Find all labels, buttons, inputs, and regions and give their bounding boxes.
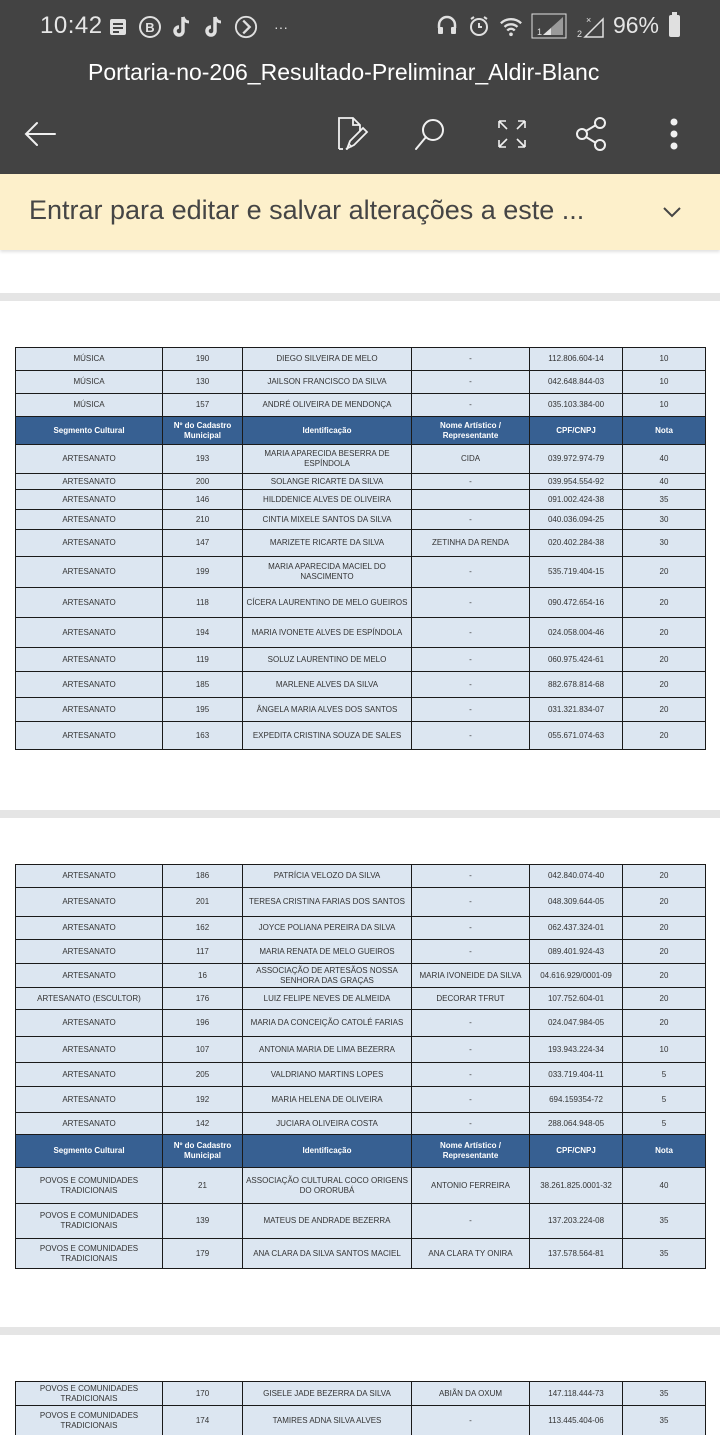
cell-nota: 35 [623, 1382, 706, 1406]
cell-nota: 10 [623, 348, 706, 371]
cell-identificacao: MARLENE ALVES DA SILVA [243, 672, 412, 698]
table-row [16, 1063, 706, 1087]
banner-text: Entrar para editar e salvar alterações a este ... [29, 195, 585, 225]
cell-cpf-cnpj: 024.047.984-05 [530, 1010, 623, 1037]
cell-cadastro: 107 [163, 1037, 243, 1063]
more-options-button[interactable] [650, 110, 698, 158]
cell-identificacao: EXPEDITA CRISTINA SOUZA DE SALES [243, 722, 412, 750]
document-title-bar [0, 56, 720, 96]
table-row [16, 988, 706, 1010]
cell-cadastro: 193 [163, 445, 243, 474]
table-row [16, 940, 706, 964]
cell-nome-artistico: - [412, 865, 530, 888]
svg-text:2: 2 [576, 28, 582, 39]
cell-identificacao: HILDDENICE ALVES DE OLIVEIRA [243, 490, 412, 510]
cell-nome-artistico: - [412, 474, 530, 490]
tiktok-icon [202, 14, 226, 40]
page-separator [0, 810, 720, 818]
cell-nota: 20 [623, 964, 706, 988]
column-header-nome-artistico: Nome Artístico / Representante [412, 417, 530, 445]
cell-cadastro: 210 [163, 510, 243, 530]
cell-segment: ARTESANATO [16, 490, 163, 510]
cell-cadastro: 179 [163, 1239, 243, 1269]
cell-segment: POVOS E COMUNIDADES TRADICIONAIS [16, 1168, 163, 1204]
cell-cpf-cnpj: 091.002.424-38 [530, 490, 623, 510]
cell-nome-artistico: - [412, 510, 530, 530]
notification-icons [106, 14, 296, 40]
cell-segment: POVOS E COMUNIDADES TRADICIONAIS [16, 1406, 163, 1435]
cell-identificacao: MARIA APARECIDA BESERRA DE ESPÍNDOLA [243, 445, 412, 474]
back-button[interactable] [16, 110, 64, 158]
cell-cadastro: 157 [163, 394, 243, 417]
cell-nota: 5 [623, 1063, 706, 1087]
cell-cadastro: 162 [163, 917, 243, 940]
status-bar [0, 0, 720, 56]
column-header-cadastro: Nº do Cadastro Municipal [163, 417, 243, 445]
cell-nome-artistico: - [412, 1113, 530, 1135]
cell-identificacao: ANA CLARA DA SILVA SANTOS MACIEL [243, 1239, 412, 1269]
cell-cadastro: 174 [163, 1406, 243, 1435]
cell-cadastro: 130 [163, 371, 243, 394]
cell-cadastro: 199 [163, 557, 243, 588]
column-header-identificacao: Identificação [243, 1135, 412, 1168]
cell-nome-artistico: - [412, 1010, 530, 1037]
cell-identificacao: TAMIRES ADNA SILVA ALVES [243, 1406, 412, 1435]
cell-identificacao: MARIA IVONETE ALVES DE ESPÍNDOLA [243, 618, 412, 648]
cell-nome-artistico: - [412, 557, 530, 588]
cell-segment: ARTESANATO [16, 1087, 163, 1113]
cell-identificacao: GISELE JADE BEZERRA DA SILVA [243, 1382, 412, 1406]
cell-nome-artistico: - [412, 588, 530, 618]
cell-segment: ARTESANATO [16, 510, 163, 530]
cell-segment: ARTESANATO [16, 618, 163, 648]
cell-segment: ARTESANATO [16, 1010, 163, 1037]
cell-cadastro: 186 [163, 865, 243, 888]
cell-nome-artistico: MARIA IVONEIDE DA SILVA [412, 964, 530, 988]
table-row [16, 445, 706, 474]
cell-nota: 35 [623, 490, 706, 510]
table-row [16, 1168, 706, 1204]
cell-nome-artistico: - [412, 394, 530, 417]
svg-text:1: 1 [536, 26, 542, 37]
cell-nome-artistico: - [412, 348, 530, 371]
cell-cpf-cnpj: 694.159354-72 [530, 1087, 623, 1113]
cell-segment: ARTESANATO [16, 1113, 163, 1135]
search-icon [412, 116, 448, 152]
cell-segment: POVOS E COMUNIDADES TRADICIONAIS [16, 1239, 163, 1269]
column-header-identificacao: Identificação [243, 417, 412, 445]
cell-identificacao: SOLUZ LAURENTINO DE MELO [243, 648, 412, 672]
cell-cpf-cnpj: 112.806.604-14 [530, 348, 623, 371]
cell-nome-artistico: - [412, 940, 530, 964]
cell-segment: ARTESANATO [16, 474, 163, 490]
cell-segment: ARTESANATO [16, 698, 163, 722]
cell-segment: ARTESANATO [16, 672, 163, 698]
cell-identificacao: ANDRÉ OLIVEIRA DE MENDONÇA [243, 394, 412, 417]
cell-segment: POVOS E COMUNIDADES TRADICIONAIS [16, 1204, 163, 1239]
table-row [16, 1382, 706, 1406]
cell-cadastro: 119 [163, 648, 243, 672]
signal-sim1-icon [531, 13, 567, 39]
headset-icon [435, 13, 459, 39]
cell-identificacao: CINTIA MIXELE SANTOS DA SILVA [243, 510, 412, 530]
column-header-nota: Nota [623, 1135, 706, 1168]
page-separator [0, 293, 720, 301]
table-row [16, 1037, 706, 1063]
cell-identificacao: PATRÍCIA VELOZO DA SILVA [243, 865, 412, 888]
column-header-cpf-cnpj: CPF/CNPJ [530, 1135, 623, 1168]
tiktok-icon [170, 14, 194, 40]
cell-nome-artistico: - [412, 1406, 530, 1435]
status-time: 10:42 [40, 12, 103, 39]
table-row [16, 557, 706, 588]
edit-button[interactable] [328, 110, 376, 158]
cell-nome-artistico: - [412, 1204, 530, 1239]
svg-text:×: × [585, 14, 592, 25]
cell-nome-artistico: - [412, 618, 530, 648]
search-button[interactable] [406, 110, 454, 158]
table-row [16, 1204, 706, 1239]
cell-nota: 20 [623, 917, 706, 940]
cell-identificacao: MARIA HELENA DE OLIVEIRA [243, 1087, 412, 1113]
cell-cpf-cnpj: 039.972.974-79 [530, 445, 623, 474]
cell-cpf-cnpj: 020.402.284-38 [530, 530, 623, 557]
cell-cpf-cnpj: 04.616.929/0001-09 [530, 964, 623, 988]
cell-cpf-cnpj: 090.472.654-16 [530, 588, 623, 618]
cell-nota: 20 [623, 648, 706, 672]
cell-cadastro: 142 [163, 1113, 243, 1135]
cell-identificacao: ASSOCIAÇÃO CULTURAL COCO ORIGENS DO ORORUBÁ [243, 1168, 412, 1204]
cell-nota: 40 [623, 474, 706, 490]
column-header-nota: Nota [623, 417, 706, 445]
app-icon [234, 14, 258, 40]
cell-cpf-cnpj: 033.719.404-11 [530, 1063, 623, 1087]
whatsapp-business-icon [138, 14, 162, 40]
cell-identificacao: JOYCE POLIANA PEREIRA DA SILVA [243, 917, 412, 940]
cell-nota: 20 [623, 888, 706, 917]
cell-segment: ARTESANATO [16, 557, 163, 588]
table-row [16, 1113, 706, 1135]
cell-segment: ARTESANATO [16, 888, 163, 917]
table-header-row [16, 1135, 706, 1168]
cell-segment: ARTESANATO [16, 940, 163, 964]
cell-cpf-cnpj: 024.058.004-46 [530, 618, 623, 648]
cell-cadastro: 117 [163, 940, 243, 964]
cell-cadastro: 192 [163, 1087, 243, 1113]
cell-nota: 10 [623, 394, 706, 417]
cell-nome-artistico: - [412, 888, 530, 917]
arrow-left-icon [22, 119, 58, 149]
cell-nota: 35 [623, 1239, 706, 1269]
table-row [16, 618, 706, 648]
cell-identificacao: LUIZ FELIPE NEVES DE ALMEIDA [243, 988, 412, 1010]
cell-nome-artistico: ABIÃN DA OXUM [412, 1382, 530, 1406]
cell-cadastro: 185 [163, 672, 243, 698]
cell-nota: 10 [623, 1037, 706, 1063]
cell-segment: ARTESANATO [16, 917, 163, 940]
cell-segment: ARTESANATO [16, 445, 163, 474]
cell-nota: 20 [623, 698, 706, 722]
cell-nome-artistico: CIDA [412, 445, 530, 474]
cell-identificacao: MARIA APARECIDA MACIEL DO NASCIMENTO [243, 557, 412, 588]
cell-nota: 35 [623, 1406, 706, 1435]
cell-identificacao: MARIA DA CONCEIÇÃO CATOLÉ FARIAS [243, 1010, 412, 1037]
cell-nome-artistico: - [412, 722, 530, 750]
table-row [16, 964, 706, 988]
table-row [16, 698, 706, 722]
cell-cadastro: 196 [163, 1010, 243, 1037]
cell-cadastro: 195 [163, 698, 243, 722]
cell-segment: ARTESANATO [16, 964, 163, 988]
column-header-cadastro: Nº do Cadastro Municipal [163, 1135, 243, 1168]
table-row [16, 348, 706, 371]
svg-text:B: B [145, 20, 155, 35]
cell-cpf-cnpj: 113.445.404-06 [530, 1406, 623, 1435]
cell-segment: ARTESANATO [16, 722, 163, 750]
cell-cadastro: 118 [163, 588, 243, 618]
cell-nota: 30 [623, 530, 706, 557]
table-row [16, 474, 706, 490]
cell-cadastro: 190 [163, 348, 243, 371]
cell-nome-artistico: - [412, 371, 530, 394]
cell-cpf-cnpj: 535.719.404-15 [530, 557, 623, 588]
fullscreen-icon [496, 118, 528, 150]
cell-cpf-cnpj: 055.671.074-63 [530, 722, 623, 750]
cell-segment: POVOS E COMUNIDADES TRADICIONAIS [16, 1382, 163, 1406]
table-header-row [16, 417, 706, 445]
cell-identificacao: JUCIARA OLIVEIRA COSTA [243, 1113, 412, 1135]
cell-cadastro: 21 [163, 1168, 243, 1204]
cell-cpf-cnpj: 288.064.948-05 [530, 1113, 623, 1135]
cell-cadastro: 147 [163, 530, 243, 557]
cell-cadastro: 205 [163, 1063, 243, 1087]
alarm-icon [467, 13, 491, 39]
table-row [16, 1087, 706, 1113]
cell-nome-artistico: - [412, 1063, 530, 1087]
cell-identificacao: VALDRIANO MARTINS LOPES [243, 1063, 412, 1087]
cell-cadastro: 194 [163, 618, 243, 648]
table-row [16, 888, 706, 917]
cell-nota: 5 [623, 1087, 706, 1113]
cell-cpf-cnpj: 039.954.554-92 [530, 474, 623, 490]
table-row [16, 672, 706, 698]
cell-cpf-cnpj: 040.036.094-25 [530, 510, 623, 530]
cell-identificacao: TERESA CRISTINA FARIAS DOS SANTOS [243, 888, 412, 917]
cell-cpf-cnpj: 193.943.224-34 [530, 1037, 623, 1063]
cell-cpf-cnpj: 089.401.924-43 [530, 940, 623, 964]
cell-segment: MÚSICA [16, 394, 163, 417]
cell-identificacao: MARIA RENATA DE MELO GUEIROS [243, 940, 412, 964]
cell-nota: 20 [623, 618, 706, 648]
table-row [16, 917, 706, 940]
cell-cpf-cnpj: 147.118.444-73 [530, 1382, 623, 1406]
cell-cadastro: 176 [163, 988, 243, 1010]
cell-cadastro: 200 [163, 474, 243, 490]
cell-nota: 35 [623, 1204, 706, 1239]
cell-nota: 10 [623, 371, 706, 394]
battery-percent: 96% [612, 12, 659, 38]
document-title: Portaria-no-206_Resultado-Preliminar_Aldir-Blanc [88, 59, 600, 85]
cell-nota: 30 [623, 510, 706, 530]
table-row [16, 722, 706, 750]
table-row [16, 865, 706, 888]
more-notifications-icon: ··· [274, 19, 288, 35]
share-button[interactable] [568, 110, 616, 158]
cell-identificacao: ANTONIA MARIA DE LIMA BEZERRA [243, 1037, 412, 1063]
column-header-segment: Segmento Cultural [16, 1135, 163, 1168]
column-header-nome-artistico: Nome Artístico / Representante [412, 1135, 530, 1168]
column-header-cpf-cnpj: CPF/CNPJ [530, 417, 623, 445]
results-table-page-1 [15, 347, 706, 750]
cell-nome-artistico [412, 490, 530, 510]
cell-nome-artistico: - [412, 672, 530, 698]
cell-segment: ARTESANATO [16, 530, 163, 557]
cell-cadastro: 163 [163, 722, 243, 750]
edit-document-icon [335, 115, 369, 153]
more-vert-icon [669, 117, 679, 151]
cell-cpf-cnpj: 048.309.644-05 [530, 888, 623, 917]
cell-cadastro: 16 [163, 964, 243, 988]
cell-identificacao: DIEGO SILVEIRA DE MELO [243, 348, 412, 371]
cell-cpf-cnpj: 031.321.834-07 [530, 698, 623, 722]
table-row [16, 1406, 706, 1435]
chevron-down-icon[interactable] [660, 200, 684, 224]
cell-segment: ARTESANATO [16, 648, 163, 672]
table-row [16, 1010, 706, 1037]
system-icons [435, 12, 680, 39]
cell-cpf-cnpj: 137.203.224-08 [530, 1204, 623, 1239]
table-row [16, 1239, 706, 1269]
cell-identificacao: JAILSON FRANCISCO DA SILVA [243, 371, 412, 394]
table-row [16, 371, 706, 394]
cell-nome-artistico: - [412, 1087, 530, 1113]
cell-nota: 20 [623, 988, 706, 1010]
cell-cpf-cnpj: 042.648.844-03 [530, 371, 623, 394]
cell-identificacao: CÍCERA LAURENTINO DE MELO GUEIROS [243, 588, 412, 618]
cell-cadastro: 201 [163, 888, 243, 917]
cell-cpf-cnpj: 062.437.324-01 [530, 917, 623, 940]
notes-icon [106, 14, 130, 40]
cell-nota: 20 [623, 1010, 706, 1037]
cell-identificacao: ÂNGELA MARIA ALVES DOS SANTOS [243, 698, 412, 722]
cell-nota: 5 [623, 1113, 706, 1135]
cell-nota: 40 [623, 1168, 706, 1204]
table-row [16, 588, 706, 618]
cell-cadastro: 146 [163, 490, 243, 510]
fullscreen-button[interactable] [488, 110, 536, 158]
cell-nome-artistico: ANTONIO FERREIRA [412, 1168, 530, 1204]
cell-cadastro: 139 [163, 1204, 243, 1239]
cell-segment: ARTESANATO [16, 865, 163, 888]
cell-nome-artistico: ANA CLARA TY ONIRA [412, 1239, 530, 1269]
cell-nome-artistico: - [412, 648, 530, 672]
column-header-segment: Segmento Cultural [16, 417, 163, 445]
cell-identificacao: SOLANGE RICARTE DA SILVA [243, 474, 412, 490]
table-row [16, 530, 706, 557]
table-row [16, 490, 706, 510]
cell-nota: 40 [623, 445, 706, 474]
cell-cpf-cnpj: 107.752.604-01 [530, 988, 623, 1010]
cell-cpf-cnpj: 137.578.564-81 [530, 1239, 623, 1269]
cell-cpf-cnpj: 38.261.825.0001-32 [530, 1168, 623, 1204]
toolbar [0, 96, 720, 174]
cell-nota: 20 [623, 940, 706, 964]
cell-segment: ARTESANATO (ESCULTOR) [16, 988, 163, 1010]
cell-cpf-cnpj: 882.678.814-68 [530, 672, 623, 698]
cell-cpf-cnpj: 035.103.384-00 [530, 394, 623, 417]
cell-identificacao: MATEUS DE ANDRADE BEZERRA [243, 1204, 412, 1239]
share-icon [575, 116, 609, 152]
cell-cadastro: 170 [163, 1382, 243, 1406]
table-row [16, 648, 706, 672]
table-row [16, 510, 706, 530]
battery-icon [669, 15, 680, 37]
cell-nome-artistico: DECORAR TFRUT [412, 988, 530, 1010]
cell-identificacao: ASSOCIAÇÃO DE ARTESÃOS NOSSA SENHORA DAS GRAÇAS [243, 964, 412, 988]
cell-nota: 20 [623, 672, 706, 698]
wifi-icon [499, 13, 523, 39]
cell-nota: 20 [623, 865, 706, 888]
cell-segment: ARTESANATO [16, 1063, 163, 1087]
signal-sim2-icon [575, 13, 605, 39]
table-row [16, 394, 706, 417]
cell-nota: 20 [623, 557, 706, 588]
cell-segment: ARTESANATO [16, 588, 163, 618]
cell-segment: MÚSICA [16, 371, 163, 394]
results-table-page-3 [15, 1381, 706, 1435]
cell-nome-artistico: - [412, 698, 530, 722]
page-separator [0, 1327, 720, 1335]
cell-cpf-cnpj: 060.975.424-61 [530, 648, 623, 672]
cell-nome-artistico: ZETINHA DA RENDA [412, 530, 530, 557]
cell-nota: 20 [623, 722, 706, 750]
cell-segment: MÚSICA [16, 348, 163, 371]
sign-in-banner[interactable] [0, 174, 720, 250]
cell-identificacao: MARIZETE RICARTE DA SILVA [243, 530, 412, 557]
cell-cpf-cnpj: 042.840.074-40 [530, 865, 623, 888]
results-table-page-2 [15, 864, 706, 1269]
cell-nome-artistico: - [412, 1037, 530, 1063]
cell-segment: ARTESANATO [16, 1037, 163, 1063]
cell-nome-artistico: - [412, 917, 530, 940]
cell-nota: 20 [623, 588, 706, 618]
